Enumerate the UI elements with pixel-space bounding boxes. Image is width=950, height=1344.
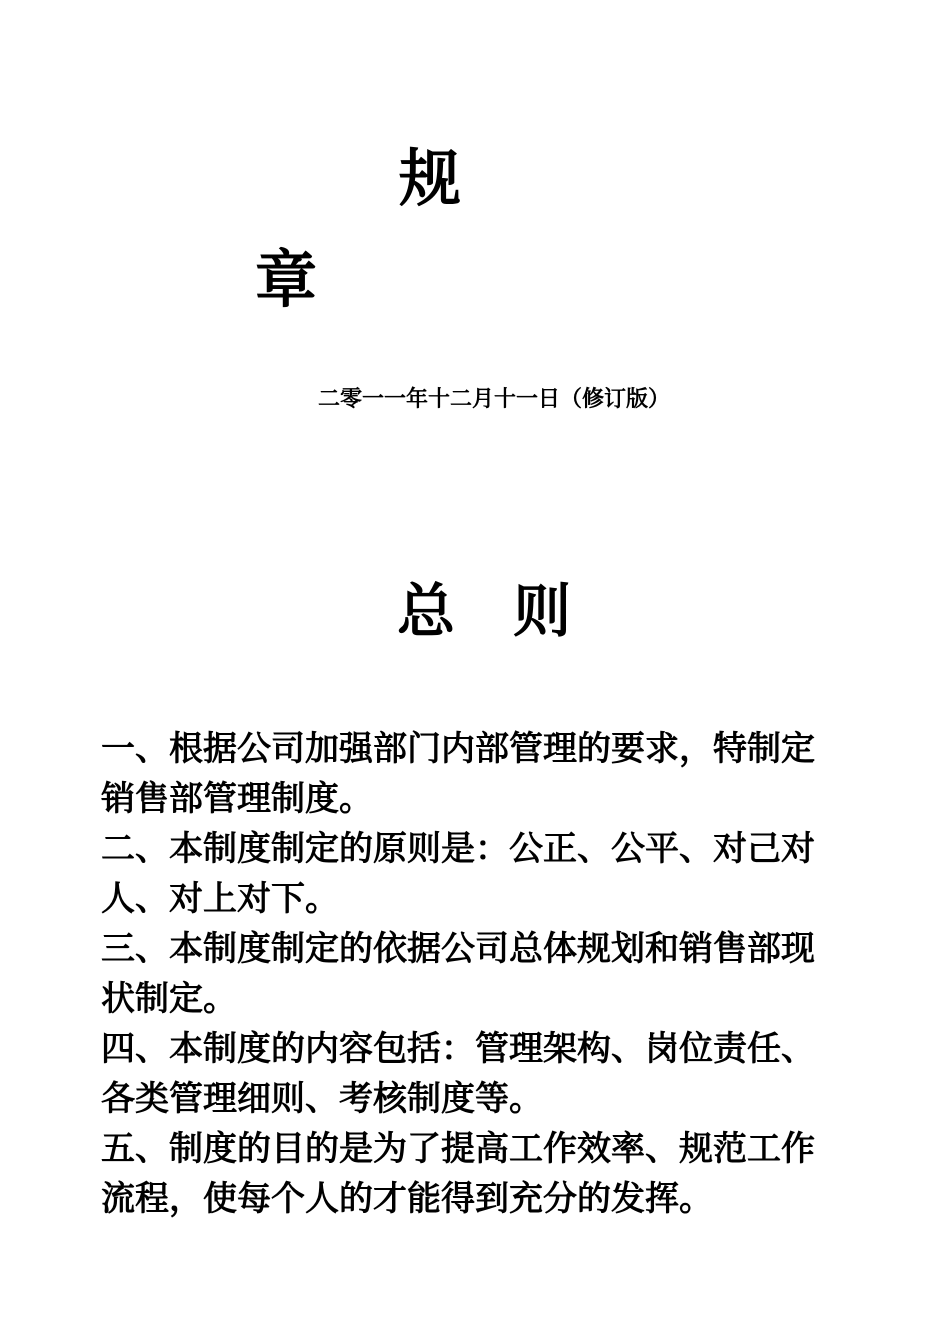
section-heading-general-provisions [397, 577, 572, 645]
title-character-gui: 规 [399, 142, 462, 215]
article-5: 五、制度的目的是为了提高工作效率、规范工作流程，使每个人的才能得到充分的发挥。 [101, 1129, 815, 1219]
article-2: 二、本制度制定的原则是：公正、公平、对己对人、对上对下。 [101, 829, 815, 919]
article-1: 一、根据公司加强部门内部管理的要求，特制定销售部管理制度。 [101, 729, 815, 819]
section-heading-part-2: 则 [513, 577, 572, 645]
section-heading-part-1: 总 [397, 577, 456, 645]
title-character-zhang: 章 [255, 243, 318, 316]
articles-list [101, 724, 846, 1224]
revision-date: 二零一一年十二月十一日（修订版） [318, 386, 671, 412]
article-3: 三、本制度制定的依据公司总体规划和销售部现状制定。 [101, 929, 815, 1019]
article-4: 四、本制度的内容包括：管理架构、岗位责任、各类管理细则、考核制度等。 [101, 1029, 815, 1119]
